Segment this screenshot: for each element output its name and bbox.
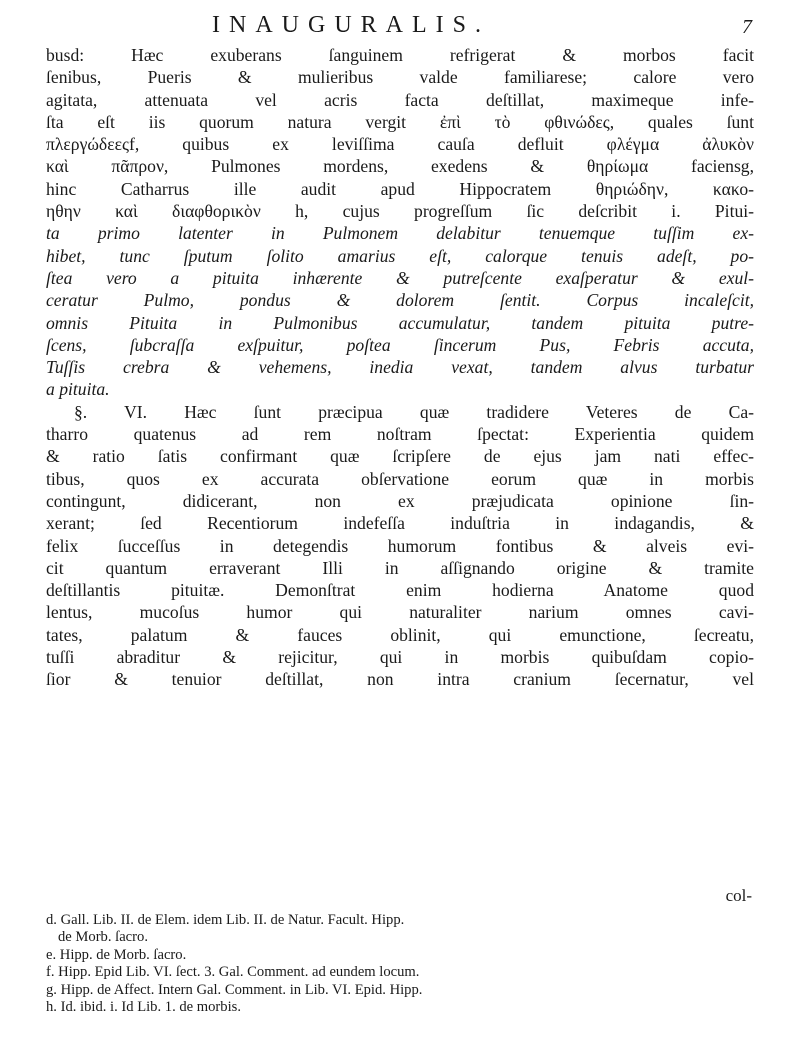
catchword: col- [725, 886, 752, 905]
text-line: πλεργώδεεςf, quibus ex leviſſima cauſa defluit φλέγμα ἀλυκὸν [46, 134, 754, 155]
text-line: ηθην καὶ διαφθορικὸν h, cujus progreſſum ſic deſcribit i. Pitui- [46, 201, 754, 222]
footnote: de Morb. ſacro. [58, 929, 148, 946]
footnote: e. Hipp. de Morb. ſacro. [46, 946, 187, 963]
text-line: & ratio ſatis confirmant quæ ſcripſere de ejus jam nati effec- [46, 446, 754, 467]
text-line: ceratur Pulmo, pondus & dolorem ſentit. Corpus incaleſcit, [46, 290, 754, 311]
text-line: contingunt, didicerant, non ex præjudicata opinione ſin- [46, 490, 754, 511]
text-line: ſtea vero a pituita inhærente & putreſcente exaſperatur & exul- [46, 267, 754, 288]
footnotes [46, 912, 754, 1016]
text-line: ſta eſt iis quorum natura vergit ἐπὶ τὸ φθινώδες, quales ſunt [46, 111, 754, 132]
text-line: ſcens, ſubcraſſa exſpuitur, poſtea ſincerum Pus, Febris accuta, [46, 334, 754, 355]
text-line: deſtillantis pituitæ. Demonſtrat enim hodierna Anatome quod [46, 580, 754, 601]
text-line: Tuſſis crebra & vehemens, inedia vexat, tandem alvus turbatur [46, 357, 754, 378]
text-line: xerant; ſed Recentiorum indefeſſa induſtria in indagandis, & [46, 513, 754, 534]
text-line: ſior & tenuior deſtillat, non intra cranium ſecernatur, vel [46, 669, 754, 690]
text-line: tibus, quos ex accurata obſervatione eorum quæ in morbis [46, 468, 754, 489]
section-heading-line: §. VI. Hæc ſunt præcipua quæ tradidere Veteres de Ca- [74, 401, 754, 422]
body-text [46, 44, 754, 691]
text-line: ta primo latenter in Pulmonem delabitur tenuemque tuſſim ex- [46, 223, 754, 244]
text-line: agitata, attenuata vel acris facta deſtillat, maximeque infe- [46, 89, 754, 110]
text-line: hinc Catharrus ille audit apud Hippocratem θηριώδην, κακο- [46, 178, 754, 199]
footnote: g. Hipp. de Affect. Intern Gal. Comment. in Lib. VI. Epid. Hipp. [46, 981, 423, 998]
text-line: hibet, tunc ſputum ſolito amarius eſt, calorque tenuis adeſt, po- [46, 245, 754, 266]
text-line: a pituita. [46, 379, 110, 400]
text-line: cit quantum erraverant Illi in aſſignando origine & tramite [46, 557, 754, 578]
text-line: tates, palatum & fauces oblinit, qui emunctione, ſecreatu, [46, 624, 754, 645]
text-line: ſenibus, Pueris & mulieribus valde familiarese; calore vero [46, 67, 754, 88]
text-line: busd: Hæc exuberans ſanguinem refrigerat & morbos facit [46, 45, 754, 65]
running-title: INAUGURALIS. [212, 12, 490, 38]
text-line: lentus, mucoſus humor qui naturaliter narium omnes cavi- [46, 602, 754, 623]
running-head [0, 6, 800, 46]
footnote: f. Hipp. Epid Lib. VI. ſect. 3. Gal. Comment. ad eundem locum. [46, 964, 420, 981]
footnote: h. Id. ibid. i. Id Lib. 1. de morbis. [46, 999, 241, 1016]
text-line: omnis Pituita in Pulmonibus accumulatur, tandem pituita putre- [46, 312, 754, 333]
text-line: felix ſucceſſus in detegendis humorum fontibus & alveis evi- [46, 535, 754, 556]
text-line: tharro quatenus ad rem noſtram ſpectat: Experientia quidem [46, 424, 754, 445]
text-line: καὶ πᾶπρον, Pulmones mordens, exedens & θηρίωμα faciensg, [46, 156, 754, 177]
text-line: tuſſi abraditur & rejicitur, qui in morbis quibuſdam copio- [46, 647, 754, 668]
page-number: 7 [742, 16, 752, 38]
footnote: d. Gall. Lib. II. de Elem. idem Lib. II. de Natur. Facult. Hipp. [46, 912, 405, 928]
